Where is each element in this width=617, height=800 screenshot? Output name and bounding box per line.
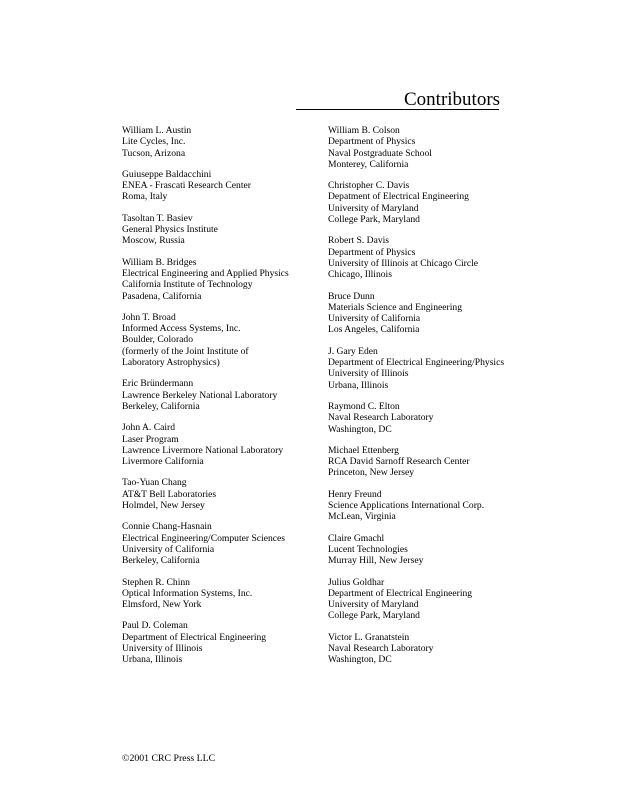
contributor-affiliation-line: Urbana, Illinois: [122, 654, 183, 666]
contributor-affiliation-line: University of Maryland: [328, 202, 419, 214]
contributor-entry: [122, 378, 312, 412]
contributor-affiliation-line: Laser Program: [122, 433, 179, 445]
contributor-affiliation-line: Naval Postgraduate School: [328, 147, 432, 159]
contributor-name: John T. Broad: [122, 311, 176, 323]
contributor-name: Tao-Yuan Chang: [122, 477, 187, 489]
contributor-affiliation-line: Washington, DC: [328, 654, 392, 666]
contributor-affiliation-line: California Institute of Technology: [122, 279, 253, 291]
contributor-affiliation-line: Electrical Engineering and Applied Physics: [122, 267, 289, 279]
contributor-affiliation-line: Informed Access Systems, Inc.: [122, 323, 241, 335]
left-column: [122, 125, 312, 676]
contributor-name: Claire Gmachl: [328, 532, 385, 544]
contributor-affiliation-line: Berkeley, California: [122, 555, 200, 567]
contributor-affiliation-line: Lawrence Berkeley National Laboratory: [122, 389, 278, 401]
contributor-name: Guiuseppe Baldacchini: [122, 168, 212, 180]
contributor-entry: [328, 235, 528, 280]
contributor-entry: [328, 445, 528, 479]
contributor-affiliation-line: Department of Electrical Engineering: [122, 631, 267, 643]
page-title: Contributors: [404, 89, 501, 110]
contributor-affiliation-line: Lucent Technologies: [328, 543, 408, 555]
contributor-affiliation-line: Lawrence Livermore National Laboratory: [122, 444, 284, 456]
contributor-entry: [122, 477, 312, 511]
contributor-affiliation-line: Materials Science and Engineering: [328, 301, 462, 313]
contributor-name: Bruce Dunn: [328, 290, 375, 302]
contributor-affiliation-line: Berkeley, California: [122, 400, 200, 412]
contributor-entry: [122, 169, 312, 203]
contributor-entry: [328, 401, 528, 435]
contributor-affiliation-line: McLean, Virginia: [328, 511, 396, 523]
contributor-entry: [328, 125, 528, 170]
contributor-affiliation-line: Optical Information Systems, Inc.: [122, 587, 253, 599]
contributor-entry: [328, 180, 528, 225]
contributor-name: William L. Austin: [122, 125, 192, 136]
contributor-affiliation-line: Department of Physics: [328, 246, 416, 258]
contributor-name: John A. Caird: [122, 422, 176, 434]
contributor-affiliation-line: Department of Electrical Engineering/Physics: [328, 357, 505, 369]
contributor-entry: [122, 125, 312, 159]
contributor-affiliation-line: RCA David Sarnoff Research Center: [328, 456, 470, 468]
contributor-affiliation-line: ENEA - Frascati Research Center: [122, 180, 251, 192]
contributor-affiliation-line: Moscow, Russia: [122, 235, 185, 247]
contributor-entry: [328, 533, 528, 567]
contributor-entry: [328, 632, 528, 666]
contributor-affiliation-line: Monterey, California: [328, 158, 409, 170]
contributor-entry: [122, 312, 312, 368]
contributor-affiliation-line: Naval Research Laboratory: [328, 412, 434, 424]
contributor-entry: [328, 489, 528, 523]
contributor-affiliation-line: Department of Physics: [328, 136, 416, 148]
contributor-affiliation-line: University of Illinois: [122, 642, 203, 654]
contributor-affiliation-line: Lite Cycles, Inc.: [122, 136, 186, 148]
contributor-name: Julius Goldhar: [328, 576, 385, 588]
contributor-affiliation-line: (formerly of the Joint Institute of: [122, 345, 249, 357]
contributor-affiliation-line: Boulder, Colorado: [122, 334, 194, 346]
contributor-affiliation-line: AT&T Bell Laboratories: [122, 488, 217, 500]
contributor-name: William B. Bridges: [122, 256, 197, 268]
contributor-name: Christopher C. Davis: [328, 180, 410, 192]
contributor-name: Tasoltan T. Basiev: [122, 212, 193, 224]
contributor-name: Henry Freund: [328, 488, 382, 500]
contributor-affiliation-line: Pasadena, California: [122, 290, 202, 302]
contributor-entry: [122, 257, 312, 302]
contributor-affiliation-line: Princeton, New Jersey: [328, 467, 415, 479]
contributor-affiliation-line: University of Illinois: [328, 368, 409, 380]
contributor-affiliation-line: College Park, Maryland: [328, 610, 420, 622]
contributor-affiliation-line: Urbana, Illinois: [328, 379, 389, 391]
contributor-affiliation-line: University of California: [328, 313, 421, 325]
contributor-affiliation-line: Chicago, Illinois: [328, 269, 392, 281]
contributor-entry: [328, 346, 528, 391]
contributor-entry: [328, 577, 528, 622]
contributor-name: Eric Bründermann: [122, 378, 194, 390]
contributor-name: Paul D. Coleman: [122, 620, 188, 632]
contributor-entry: [122, 577, 312, 611]
contributor-affiliation-line: Elmsford, New York: [122, 599, 202, 611]
contributor-affiliation-line: Department of Electrical Engineering: [328, 587, 473, 599]
contributor-affiliation-line: Los Angeles, California: [328, 324, 420, 336]
contributor-entry: [122, 521, 312, 566]
contributor-affiliation-line: Science Applications International Corp.: [328, 500, 485, 512]
page-footer: ©2001 CRC Press LLC: [122, 753, 216, 764]
contributor-entry: [122, 213, 312, 247]
contributor-affiliation-line: University of Maryland: [328, 599, 419, 611]
contributor-name: J. Gary Eden: [328, 345, 378, 357]
contributor-affiliation-line: Holmdel, New Jersey: [122, 500, 205, 512]
contributor-affiliation-line: Laboratory Astrophysics): [122, 357, 220, 369]
contributor-affiliation-line: Roma, Italy: [122, 191, 168, 203]
contributor-name: William B. Colson: [328, 125, 400, 136]
contributor-name: Robert S. Davis: [328, 235, 390, 247]
contributor-affiliation-line: Depatment of Electrical Engineering: [328, 191, 469, 203]
right-column: [328, 125, 528, 676]
contributor-name: Raymond C. Elton: [328, 400, 400, 412]
contributor-entry: [328, 291, 528, 336]
contributor-affiliation-line: Washington, DC: [328, 423, 392, 435]
contributor-name: Victor L. Granatstein: [328, 631, 410, 643]
contributor-affiliation-line: General Physics Institute: [122, 224, 218, 236]
contributor-entry: [122, 422, 312, 467]
contributor-entry: [122, 620, 312, 665]
contributor-name: Stephen R. Chinn: [122, 576, 190, 588]
contributor-affiliation-line: Naval Research Laboratory: [328, 642, 434, 654]
contributor-affiliation-line: University of Illinois at Chicago Circle: [328, 257, 479, 269]
contributor-affiliation-line: Murray Hill, New Jersey: [328, 555, 424, 567]
title-rule: [296, 109, 499, 110]
contributor-name: Connie Chang-Hasnain: [122, 521, 212, 533]
contributor-affiliation-line: College Park, Maryland: [328, 214, 420, 226]
contributor-affiliation-line: University of California: [122, 543, 215, 555]
contributor-affiliation-line: Livermore California: [122, 456, 204, 468]
contributor-affiliation-line: Electrical Engineering/Computer Sciences: [122, 532, 286, 544]
contributor-name: Michael Ettenberg: [328, 444, 399, 456]
contributor-affiliation-line: Tucson, Arizona: [122, 147, 186, 159]
